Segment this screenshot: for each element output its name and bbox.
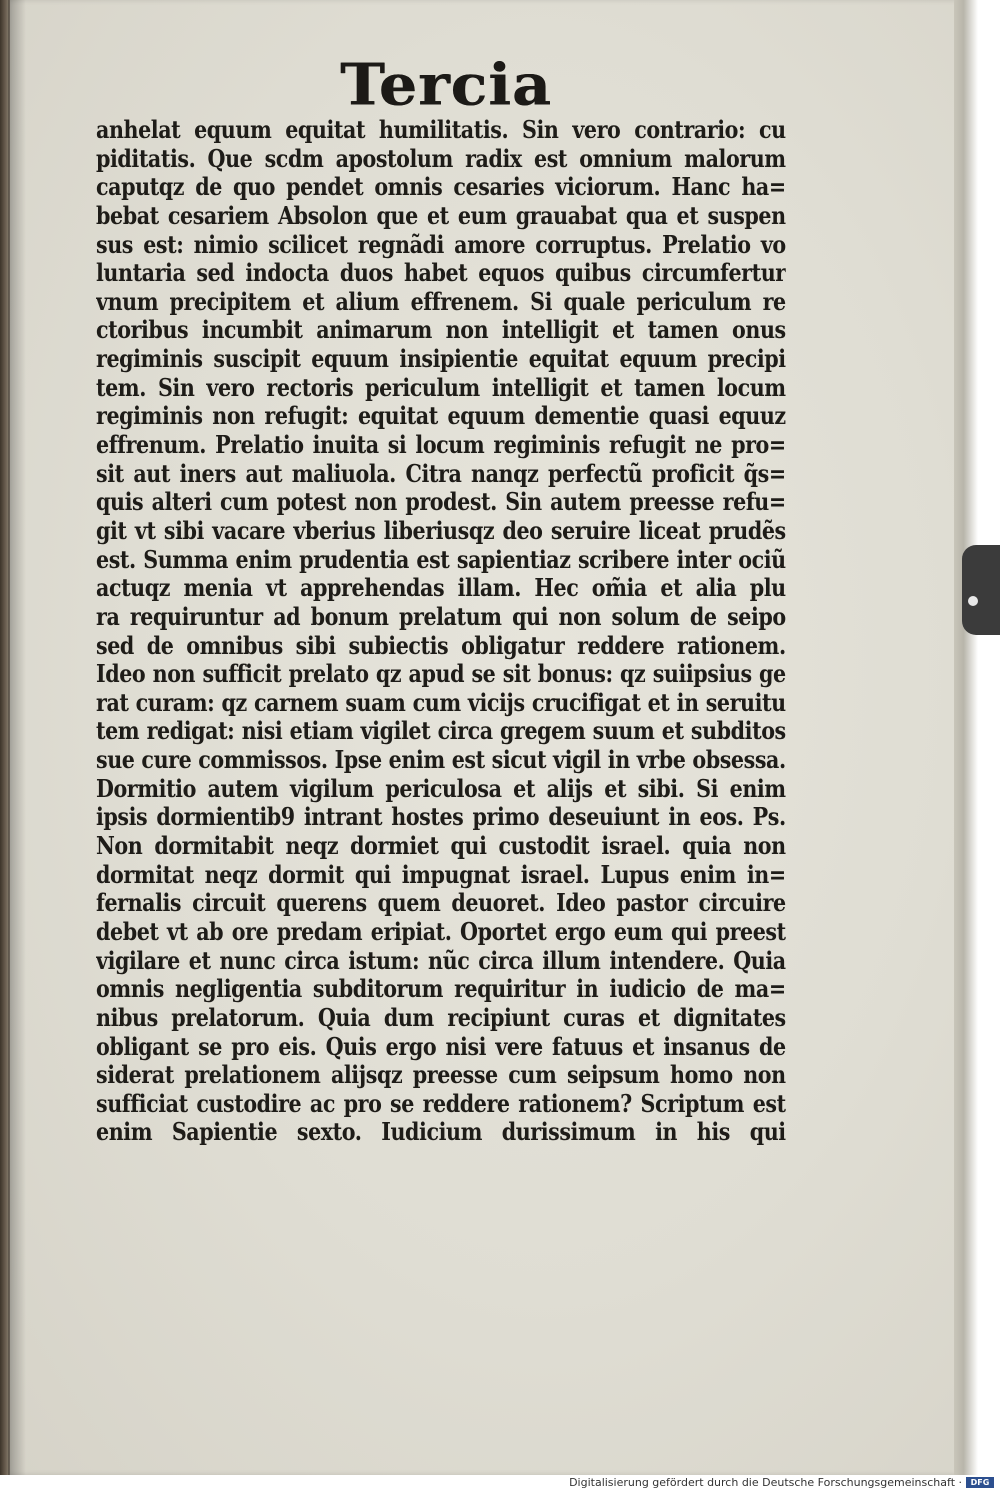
text-line: quis alteri cum potest non prodest. Sin autem preesse refu=: [96, 488, 786, 517]
text-line: ctoribus incumbit animarum non intelligit et tamen onus: [96, 316, 786, 345]
scanned-page: [10, 0, 978, 1475]
page-clip: [962, 545, 1000, 635]
text-line: nibus prelatorum. Quia dum recipiunt curas et dignitates: [96, 1003, 786, 1032]
page-clip-dot: [968, 596, 978, 606]
text-line: fernalis circuit querens quem deuoret. Ideo pastor circuire: [96, 889, 786, 918]
text-line: regiminis suscipit equum insipientie equitat equum precipi: [96, 345, 786, 374]
text-line: sit aut iners aut maliuola. Citra nanqz perfectũ proficit q̃s=: [96, 459, 786, 488]
running-head: Tercia: [340, 52, 552, 119]
text-line: sus est: nimio scilicet regnãdi amore corruptus. Prelatio vo: [96, 230, 786, 259]
text-line: piditatis. Que scdm apostolum radix est omnium malorum: [96, 144, 786, 173]
text-line: anhelat equum equitat humilitatis. Sin vero contrario: cu: [96, 116, 786, 144]
text-line: enim Sapientie sexto. Iudicium durissimum in his qui: [96, 1118, 786, 1147]
text-line: actuqz menia vt apprehendas illam. Hec om̃ia et alia plu: [96, 574, 786, 603]
text-line: ra requiruntur ad bonum prelatum qui non solum de seipo: [96, 602, 786, 631]
text-line: caputqz de quo pendet omnis cesaries viciorum. Hanc ha=: [96, 173, 786, 202]
text-line: tem redigat: nisi etiam vigilet circa gregem suum et subditos: [96, 717, 786, 746]
text-line: Dormitio autem vigilum periculosa et alijs et sibi. Si enim: [96, 774, 786, 803]
text-line: dormitat neqz dormit qui impugnat israel. Lupus enim in=: [96, 860, 786, 889]
text-line: sue cure commissos. Ipse enim est sicut vigil in vrbe obsessa.: [96, 746, 786, 775]
text-line: effrenum. Prelatio inuita si locum regiminis refugit ne pro=: [96, 431, 786, 460]
gutter-shadow: [8, 0, 26, 1475]
text-line: omnis negligentia subditorum requiritur in iudicio de ma=: [96, 975, 786, 1004]
text-line: vigilare et nunc circa istum: nũc circa illum intendere. Quia: [96, 946, 786, 975]
text-line: rat curam: qz carnem suam cum vicijs crucifigat et in seruitu: [96, 688, 786, 717]
text-line: est. Summa enim prudentia est sapientiaz scribere inter ociũ: [96, 545, 786, 574]
text-line: Non dormitabit neqz dormiet qui custodit israel. quia non: [96, 832, 786, 861]
text-line: git vt sibi vacare vberius liberiusqz deo seruire liceat prudẽs: [96, 516, 786, 545]
funding-credit: Digitalisierung gefördert durch die Deutsche Forschungsgemeinschaft ·: [569, 1476, 962, 1489]
text-line: debet vt ab ore predam eripiat. Oportet ergo eum qui preest: [96, 917, 786, 946]
text-line: sufficiat custodire ac pro se reddere rationem? Scriptum est: [96, 1089, 786, 1118]
page-body-text: [96, 116, 786, 1147]
text-line: siderat prelationem alijsqz preesse cum seipsum homo non: [96, 1061, 786, 1090]
text-line: bebat cesariem Absolon que et eum grauabat qua et suspen: [96, 201, 786, 230]
dfg-logo: DFG: [966, 1477, 994, 1488]
text-line: tem. Sin vero rectoris periculum intelligit et tamen locum: [96, 373, 786, 402]
text-line: ipsis dormientib9 intrant hostes primo deseuiunt in eos. Ps.: [96, 803, 786, 832]
text-line: Ideo non sufficit prelato qz apud se sit bonus: qz suiipsius ge: [96, 660, 786, 689]
page-edge: [954, 0, 978, 1475]
digitization-footer: [0, 1475, 1000, 1490]
text-line: luntaria sed indocta duos habet equos quibus circumfertur: [96, 259, 786, 288]
text-line: regiminis non refugit: equitat equum dementie quasi equuz: [96, 402, 786, 431]
text-line: vnum precipitem et alium effrenem. Si quale periculum re: [96, 287, 786, 316]
text-line: obligant se pro eis. Quis ergo nisi vere fatuus et insanus de: [96, 1032, 786, 1061]
text-line: sed de omnibus sibi subiectis obligatur reddere rationem.: [96, 631, 786, 660]
